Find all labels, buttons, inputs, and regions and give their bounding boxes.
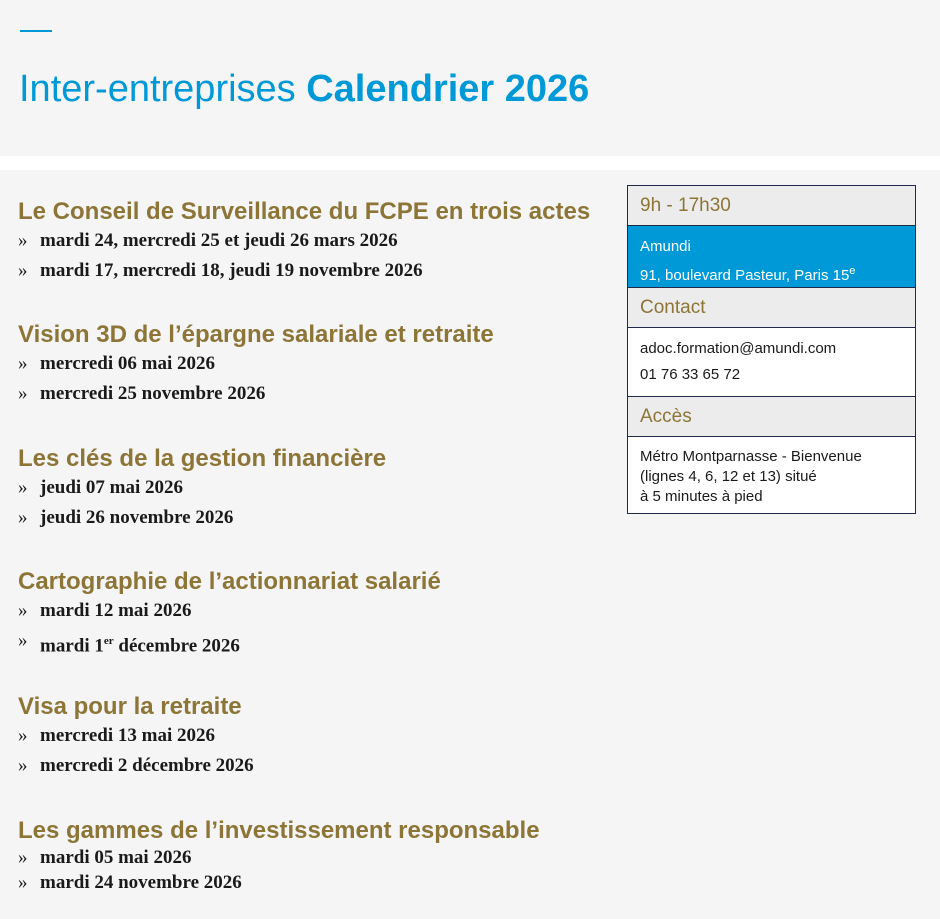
- access-line: (lignes 4, 6, 12 et 13) situé: [640, 468, 817, 485]
- course-date: [18, 473, 386, 503]
- course-block: [18, 568, 441, 656]
- date-text: mardi 17, mercredi 18, jeudi 19 novembre 2026: [40, 260, 423, 281]
- course-date: [18, 503, 386, 533]
- bullet: »: [18, 847, 28, 868]
- date-text: mardi 12 mai 2026: [40, 600, 192, 621]
- date-text: jeudi 26 novembre 2026: [40, 507, 234, 528]
- bullet: »: [18, 383, 28, 404]
- course-title: Les gammes de l’investissement responsable: [18, 817, 540, 844]
- bullet: »: [18, 872, 28, 893]
- bullet: »: [18, 630, 28, 651]
- access-block: [628, 437, 915, 513]
- contact-block: [628, 328, 915, 397]
- course-date: [18, 721, 254, 751]
- course-date: [18, 626, 441, 656]
- course-title: Le Conseil de Surveillance du FCPE en trois actes: [18, 198, 591, 225]
- page-header: [0, 0, 940, 156]
- course-date: [18, 596, 441, 626]
- course-block: [18, 817, 540, 895]
- course-block: [18, 693, 254, 781]
- access-heading: Accès: [628, 397, 915, 437]
- bullet: »: [18, 507, 28, 528]
- page-title: [19, 68, 589, 111]
- course-date: [18, 870, 540, 895]
- bullet: »: [18, 477, 28, 498]
- venue-address-text: 91, boulevard Pasteur, Paris 15: [640, 267, 850, 284]
- date-text: mercredi 13 mai 2026: [40, 725, 216, 746]
- accent-bar: [20, 30, 52, 32]
- venue-name: Amundi: [640, 238, 691, 255]
- title-light: Inter-entreprises: [19, 68, 296, 110]
- contact-phone[interactable]: 01 76 33 65 72: [640, 366, 741, 383]
- venue-address: [640, 259, 903, 288]
- info-box: [627, 185, 916, 514]
- course-date: [18, 256, 590, 286]
- course-date: [18, 845, 540, 870]
- course-title: Les clés de la gestion financière: [18, 445, 387, 472]
- bullet: »: [18, 755, 28, 776]
- course-block: [18, 198, 590, 286]
- date-text: mardi 24, mercredi 25 et jeudi 26 mars 2026: [40, 230, 398, 251]
- course-block: [18, 321, 494, 409]
- bullet: »: [18, 260, 28, 281]
- course-date: [18, 751, 254, 781]
- hours-label: 9h - 17h30: [628, 186, 915, 226]
- venue-block: [628, 226, 915, 288]
- bullet: »: [18, 230, 28, 251]
- title-bold: Calendrier 2026: [306, 68, 590, 110]
- date-text: mercredi 2 décembre 2026: [40, 755, 254, 776]
- date-text: jeudi 07 mai 2026: [40, 477, 184, 498]
- course-date: [18, 349, 494, 379]
- bullet: »: [18, 725, 28, 746]
- contact-email[interactable]: adoc.formation@amundi.com: [640, 340, 837, 357]
- contact-heading: Contact: [628, 288, 915, 328]
- course-title: Vision 3D de l’épargne salariale et retraite: [18, 321, 494, 348]
- bullet: »: [18, 353, 28, 374]
- date-text: mercredi 25 novembre 2026: [40, 383, 266, 404]
- course-date: [18, 226, 590, 256]
- access-line: à 5 minutes à pied: [640, 488, 763, 505]
- date-text: décembre 2026: [113, 635, 240, 657]
- date-text: mardi 05 mai 2026: [40, 847, 192, 868]
- course-title: Visa pour la retraite: [18, 693, 242, 720]
- date-ordinal: er: [103, 635, 114, 647]
- date-text: mardi 24 novembre 2026: [40, 872, 242, 893]
- venue-address-ordinal: e: [849, 265, 856, 277]
- date-text: mercredi 06 mai 2026: [40, 353, 216, 374]
- date-text: mardi 1: [40, 635, 104, 657]
- access-line: Métro Montparnasse - Bienvenue: [640, 448, 862, 465]
- bullet: »: [18, 600, 28, 621]
- course-date: [18, 379, 494, 409]
- course-block: [18, 445, 386, 533]
- course-title: Cartographie de l’actionnariat salarié: [18, 568, 441, 595]
